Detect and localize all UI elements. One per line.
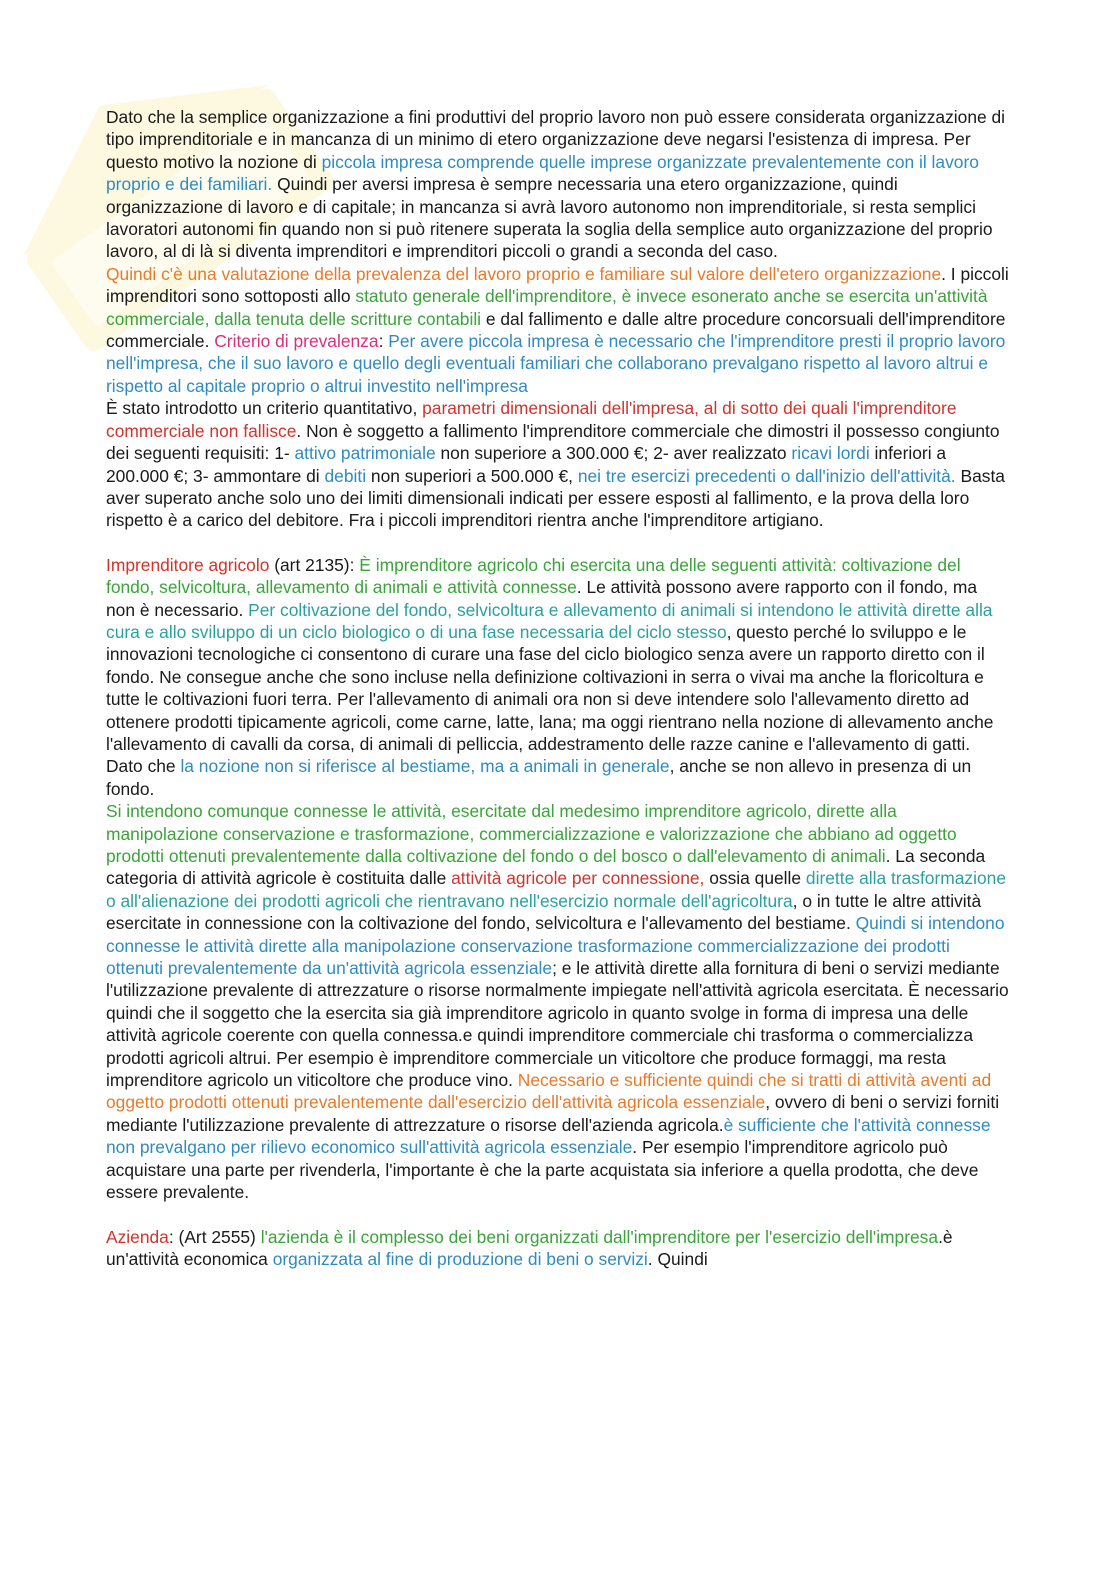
highlighted-segment: Imprenditore agricolo	[106, 554, 270, 575]
highlighted-segment: parametri dimensionali dell'impresa, al di sotto dei quali l'imprenditore commerciale non fallisce	[106, 398, 957, 441]
text-segment: . Per esempio l'imprenditore agricolo può acquistare una parte per rivenderla, l'importante è che la parte acquistata sia inferiore a quella prodotta, che deve essere prevalente.	[106, 1137, 979, 1203]
highlighted-segment: Si intendono comunque connesse le attività, esercitate dal medesimo imprenditore agricolo, dirette alla manipolazione conservazione e trasformazione, commercializzazione e valorizzazione che abbiano ad oggetto prodotti ottenuti prevalentemente dalla coltivazione del fondo o del bosco o dall'elevamento di animali	[106, 801, 957, 866]
highlighted-segment: Necessario e sufficiente quindi che si tratti di attività aventi ad oggetto prodotti ottenuti prevalentemente dall'esercizio dell'attività agricola essenziale	[106, 1070, 992, 1113]
text-segment: Dato che la semplice organizzazione a fini produttivi del proprio lavoro non può essere considerata organizzazione di tipo imprenditoriale e in mancanza di un minimo di etero organizzazione deve negarsi l'esistenza di impresa. Per questo motivo la nozione di	[106, 107, 1006, 172]
highlighted-segment: statuto generale dell'imprenditore, è invece esonerato anche se esercita un'attività commerciale, dalla tenuta delle scritture contabili	[106, 286, 988, 329]
highlighted-segment: Azienda	[106, 1226, 169, 1247]
highlighted-segment: attività agricole per connessione,	[451, 868, 705, 889]
text-segment: : (Art 2555)	[168, 1226, 261, 1247]
text-segment: Quindi per aversi impresa è sempre necessaria una etero organizzazione, quindi organizzazione di lavoro e di capitale; in mancanza si avrà lavoro autonomo non imprenditoriale, si resta semplici lavoratori autonomi fin quando non si può ritenere superata la soglia della semplice auto organizzazione del proprio lavoro, al di là si diventa imprenditori e imprenditori piccoli o grandi a seconda del caso.	[106, 174, 993, 262]
highlighted-segment: ricavi lordi	[791, 443, 870, 464]
paragraph	[106, 800, 1010, 1203]
text-segment: :	[378, 331, 389, 352]
highlighted-segment: è sufficiente che l'attività connesse non prevalgano per rilievo economico sull'attività agricola essenziale	[106, 1114, 991, 1158]
text-segment: ossia quelle	[704, 868, 806, 889]
text-segment: . Quindi	[647, 1248, 708, 1269]
text-segment: , anche se non allevo in presenza di un fondo.	[106, 756, 972, 799]
highlighted-segment: la nozione non si riferisce al bestiame, ma a animali in generale	[180, 756, 670, 777]
highlighted-segment: Per avere piccola impresa è necessario che l'imprenditore presti il proprio lavoro nell'impresa, che il suo lavoro e quello degli eventuali familiari che collaborano prevalgano rispetto al lavoro altrui e rispetto al capitale proprio o altrui investito nell'impresa	[106, 331, 1006, 396]
highlighted-segment: dirette alla trasformazione o all'alienazione dei prodotti agricoli che rientravano nell'esercizio normale dell'agricoltura	[106, 868, 1006, 911]
text-segment: (art 2135):	[269, 554, 360, 575]
text-segment: . Non è soggetto a fallimento l'imprenditore commerciale che dimostri il possesso congiunto dei seguenti requisiti: 1-	[106, 420, 1000, 464]
highlighted-segment: organizzata al fine di produzione di beni o servizi	[272, 1248, 648, 1269]
highlighted-segment: Per coltivazione del fondo, selvicoltura e allevamento di animali si intendono le attività dirette alla cura e allo sviluppo di un ciclo biologico o di una fase necessaria del ciclo stesso	[106, 599, 993, 642]
paragraph	[106, 397, 1010, 531]
paragraph	[106, 263, 1010, 397]
text-segment: .è un'attività economica	[106, 1226, 953, 1269]
highlighted-segment: piccola impresa comprende quelle imprese organizzate prevalentemente con il lavoro proprio e dei familiari.	[106, 151, 979, 195]
paragraph	[106, 1226, 1010, 1271]
text-segment: È stato introdotto un criterio quantitativo,	[106, 398, 423, 419]
text-segment: . I piccoli imprenditori sono sottoposti allo	[106, 263, 1009, 307]
text-segment: , questo perché lo sviluppo e le innovazioni tecnologiche ci consentono di curare una fase del ciclo biologico senza avere un rapporto diretto con il fondo. Ne consegue anche che sono incluse nella definizione coltivazioni in serra o vivai ma anche la floricoltura e tutte le coltivazioni fuori terra. Per l'allevamento di animali ora non si deve intendere solo l'allevamento diretto ad ottenere prodotti tipicamente agricoli, come carne, latte, lana; ma oggi rientrano nella nozione di allevamento anche l'allevamento di cavalli da corsa, di animali di pelliccia, addestramento delle razze canine e l'allevamento di gatti. Dato che	[106, 621, 994, 777]
text-segment: inferiori a 200.000 €; 3- ammontare di	[106, 443, 947, 486]
text-segment: e dal fallimento e dalle altre procedure concorsuali dell'imprenditore commerciale.	[106, 308, 1006, 352]
highlighted-segment: Quindi c'è una valutazione della prevalenza del lavoro proprio e familiare sul valore dell'etero organizzazione	[106, 263, 942, 284]
highlighted-segment: debiti	[324, 465, 367, 486]
highlighted-segment: l'azienda è il complesso dei beni organizzati dall'imprenditore per l'esercizio dell'impresa	[260, 1226, 939, 1247]
text-segment: non superiore a 300.000 €; 2- aver realizzato	[435, 443, 792, 464]
highlighted-segment: Quindi si intendono connesse le attività dirette alla manipolazione conservazione trasformazione commercializzazione dei prodotti ottenuti prevalentemente da un'attività agricola essenziale	[106, 913, 1005, 979]
paragraph	[106, 554, 1010, 800]
text-segment: ; e le attività dirette alla fornitura di beni o servizi mediante l'utilizzazione prevalente di attrezzature o risorse normalmente impiegate nell'attività agricola esercitata. È necessario quindi che il soggetto che la esercita sia già imprenditore agricolo in quanto svolge in forma di impresa una delle attività agricole coerente con quella connessa.e quindi imprenditore commerciale chi trasforma o commercializza prodotti agricoli altrui. Per esempio è imprenditore commerciale un viticoltore che produce formaggi, ma resta imprenditore agricolo un viticoltore che produce vino.	[106, 958, 1009, 1091]
document-body	[106, 106, 1010, 1270]
text-segment: non superiori a 500.000 €,	[366, 465, 578, 486]
text-segment: , ovvero di beni o servizi forniti mediante l'utilizzazione prevalente di attrezzature o risorse dell'azienda agricola.	[106, 1092, 1000, 1135]
text-segment: . La seconda categoria di attività agricole è costituita dalle	[106, 846, 986, 889]
text-segment: , o in tutte le altre attività esercitate in connessione con la coltivazione del fondo, selvicoltura e l'allevamento del bestiame.	[106, 890, 982, 934]
highlighted-segment: È imprenditore agricolo chi esercita una delle seguenti attività: coltivazione del fondo, selvicoltura, allevamento di animali e attività connesse	[106, 554, 961, 598]
highlighted-segment: Criterio di prevalenza	[214, 331, 379, 352]
highlighted-segment: attivo patrimoniale	[294, 443, 436, 464]
text-segment: . Le attività possono avere rapporto con il fondo, ma non è necessario.	[106, 577, 978, 620]
highlighted-segment: nei tre esercizi precedenti o dall'inizio dell'attività.	[577, 465, 956, 486]
paragraph	[106, 106, 1010, 263]
text-segment: Basta aver superato anche solo uno dei limiti dimensionali indicati per essere esposti al fallimento, e la prova della loro rispetto è a carico del debitore. Fra i piccoli imprenditori rientra anche l'imprenditore artigiano.	[106, 465, 1005, 531]
